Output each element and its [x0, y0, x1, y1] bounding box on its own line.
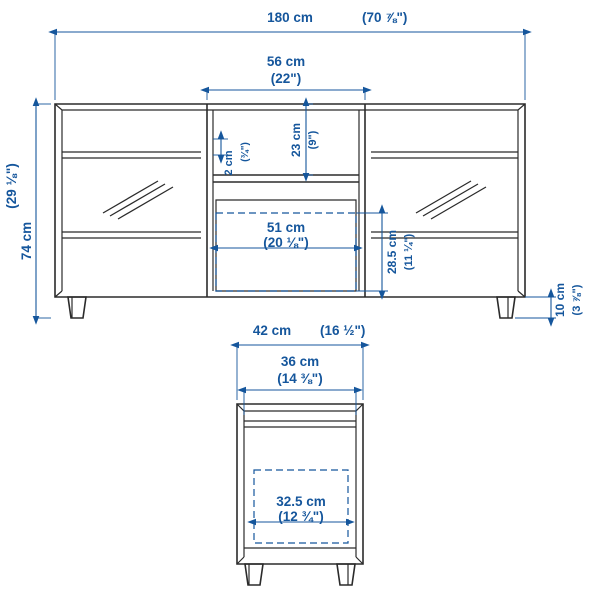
dim-center-width-label: 56 cm	[266, 54, 306, 69]
dim-drawer-width-imperial: (20 ⅛")	[263, 235, 309, 250]
dim-drawer-width-label: 51 cm	[266, 220, 306, 235]
dim-drawer-height-imperial: (11 ¼")	[403, 233, 415, 271]
dim-total-height-imperial: (29 ⅛")	[4, 163, 19, 209]
dim-total-depth-imperial: (16 ½")	[320, 323, 366, 338]
left-glass-door-reflection	[103, 181, 173, 219]
dim-total-width-imperial: (70 ⅞")	[362, 10, 408, 25]
dim-leg-height-label: 10 cm	[553, 282, 567, 318]
dim-center-width-imperial: (22")	[270, 71, 302, 86]
dim-drawer-width	[218, 220, 354, 250]
dim-inner-depth	[244, 354, 356, 415]
dim-drawer-depth-label: 32.5 cm	[276, 494, 326, 509]
dim-drawer-depth-imperial: (12 ¾")	[278, 509, 324, 524]
dim-drawer-depth	[256, 494, 346, 524]
dim-leg-height-imperial: (3 ⅞")	[571, 284, 583, 316]
dim-top-gap-label: 2 cm	[223, 150, 235, 176]
right-glass-door-reflection	[416, 181, 486, 219]
dim-drawer-height-label: 28.5 cm	[385, 229, 399, 275]
dim-upper-compartment-height	[289, 104, 319, 175]
dim-total-height	[4, 104, 51, 318]
dim-upper-compartment-label: 23 cm	[289, 122, 303, 158]
dim-top-gap	[213, 139, 251, 176]
dim-inner-depth-label: 36 cm	[280, 354, 320, 369]
dim-inner-depth-imperial: (14 ⅜")	[277, 371, 323, 386]
dim-total-width-label: 180 cm	[267, 10, 313, 25]
dim-center-section-width	[207, 54, 365, 100]
dim-upper-compartment-imperial: (9")	[307, 130, 319, 150]
dim-total-depth-label: 42 cm	[252, 323, 292, 338]
dim-top-gap-imperial: (¾")	[240, 142, 251, 162]
dim-total-height-label: 74 cm	[19, 221, 34, 261]
